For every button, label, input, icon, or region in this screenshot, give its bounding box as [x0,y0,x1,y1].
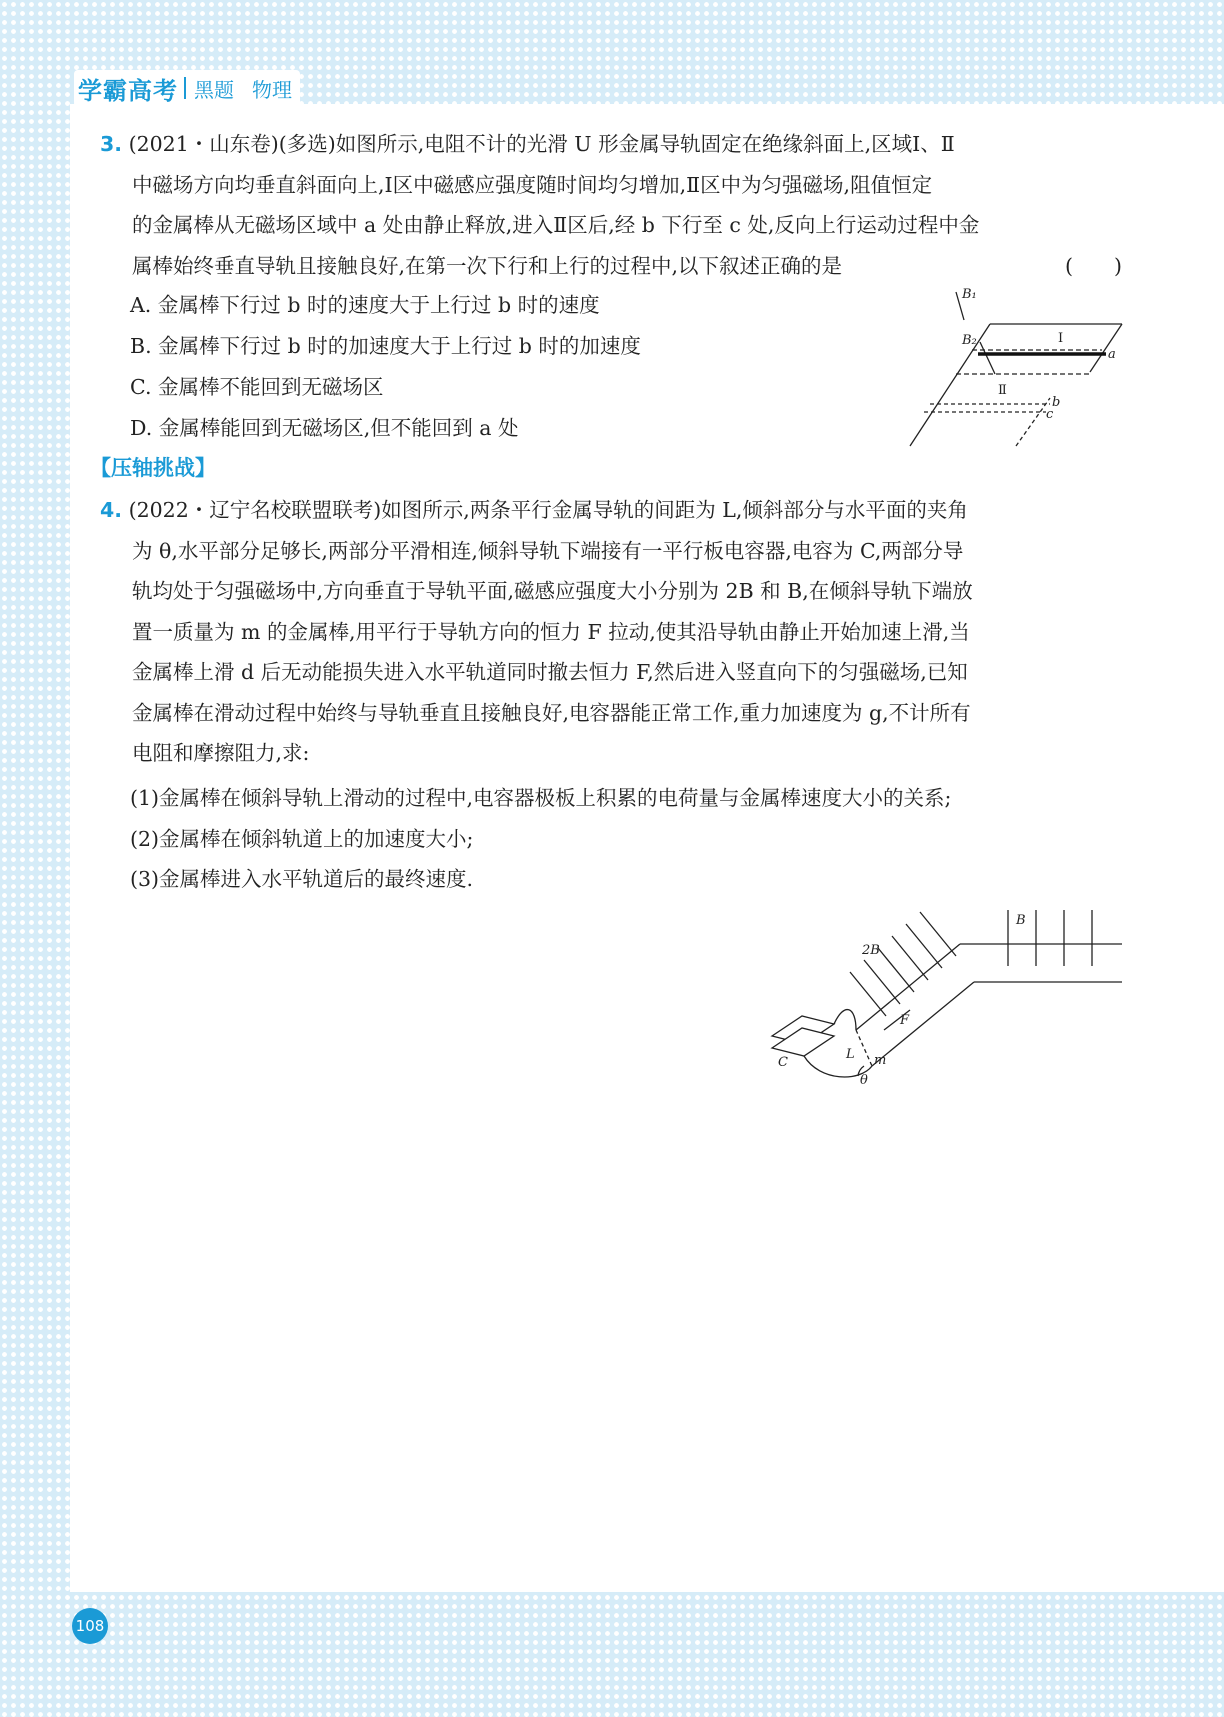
q3-options [130,285,641,449]
q4-line-2: 为 θ,水平部分足够长,两部分平滑相连,倾斜导轨下端接有一平行板电容器,电容为 C,两部分导 [132,538,964,563]
q3-rail-right [1090,324,1122,372]
q4-rail-incline-bottom [872,982,974,1066]
q4-line-7: 电阻和摩擦阻力,求: [132,741,310,765]
q3-line-4: 属棒始终垂直导轨且接触良好,在第一次下行和上行的过程中,以下叙述正确的是 ( ) [100,246,1122,287]
q3-label-b: b [1052,395,1061,410]
q3-label-a: a [1108,347,1116,362]
q4-line-6: 金属棒在滑动过程中始终与导轨垂直且接触良好,电容器能正常工作,重力加速度为 g,不计所有 [132,700,971,725]
q3-line-3: 的金属棒从无磁场区域中 a 处由静止释放,进入Ⅱ区后,经 b 下行至 c 处,反向上行运动过程中金 [132,213,980,237]
q4-label-m: m [874,1053,887,1068]
answer-blank: ( ) [1065,253,1122,278]
q4-field-2b-line-2 [906,924,942,968]
option-d: D. 金属棒能回到无磁场区,但不能回到 a 处 [130,416,519,440]
q4-line-1: 4. (2022・辽宁名校联盟联考)如图所示,两条平行金属导轨的间距为 L,倾斜部分与水平面的夹角 [100,498,968,522]
q3-label-b2: B₂ [962,333,977,348]
option-a: A. 金属棒下行过 b 时的速度大于上行过 b 时的速度 [130,293,600,317]
q4-number: 4. [100,498,123,522]
q4-line-4: 置一质量为 m 的金属棒,用平行于导轨方向的恒力 F 拉动,使其沿导轨由静止开始加速上滑,当 [132,619,970,644]
q4-label-f: F [900,1013,910,1028]
q3-line-2: 中磁场方向均垂直斜面向上,Ⅰ区中磁感应强度随时间均匀增加,Ⅱ区中为匀强磁场,阻值恒定 [132,172,933,197]
q4-field-2b-line-1 [920,912,956,956]
q4-line-3: 轨均处于匀强磁场中,方向垂直于导轨平面,磁感应强度大小分别为 2B 和 B,在倾斜导轨下端放 [132,579,973,603]
question-4 [100,490,1122,774]
subquestion-3: (3)金属棒进入水平轨道后的最终速度. [130,867,474,891]
q3-figure [900,288,1130,448]
q4-field-2b-line-6 [850,972,886,1016]
subquestion-1: (1)金属棒在倾斜导轨上滑动的过程中,电容器极板上积累的电荷量与金属棒速度大小的关系; [130,786,952,810]
q3-label-c: c [1046,407,1054,422]
q3-rail-right-lower [1016,398,1050,446]
q4-figure [760,906,1130,1090]
question-3 [100,124,1122,286]
q4-line-5: 金属棒上滑 d 后无动能损失进入水平轨道同时撤去恒力 F,然后进入竖直向下的匀强磁场,已知 [132,660,968,684]
section-title: 【压轴挑战】 [90,456,216,480]
subject-label: 物理 [252,77,292,102]
q3-label-region1: Ⅰ [1058,331,1064,346]
q4-subquestions [130,778,951,900]
q4-field-2b-line-4 [878,948,914,992]
option-c: C. 金属棒不能回到无磁场区 [130,375,384,399]
q4-label-theta: θ [860,1073,868,1088]
subquestion-2: (2)金属棒在倾斜轨道上的加速度大小; [130,826,474,851]
q3-line-1: 3. (2021・山东卷)(多选)如图所示,电阻不计的光滑 U 形金属导轨固定在绝缘斜面上,区域Ⅰ、Ⅱ [100,132,955,156]
q4-label-c: C [778,1055,788,1070]
q4-field-2b-line-3 [892,936,928,980]
q3-label-region2: Ⅱ [998,383,1007,398]
header-brand [74,70,300,106]
q3-b2-arrow [980,342,995,374]
q3-rail-left [910,324,990,446]
q4-label-b: B [1016,913,1026,928]
q3-number: 3. [100,132,123,156]
q4-wire-top [834,1010,856,1030]
q3-label-b1: B₁ [962,288,977,302]
q4-label-l: L [846,1047,855,1062]
brand-title: 学霸高考 [78,76,178,105]
q4-field-2b-line-5 [864,960,900,1004]
q4-label-2b: 2B [862,943,880,958]
page-number: 108 [72,1608,108,1644]
q4-metal-rod [856,1030,872,1066]
brand-divider [184,77,186,99]
option-b: B. 金属棒下行过 b 时的加速度大于上行过 b 时的加速度 [130,334,641,358]
series-label: 黑题 [194,77,234,102]
